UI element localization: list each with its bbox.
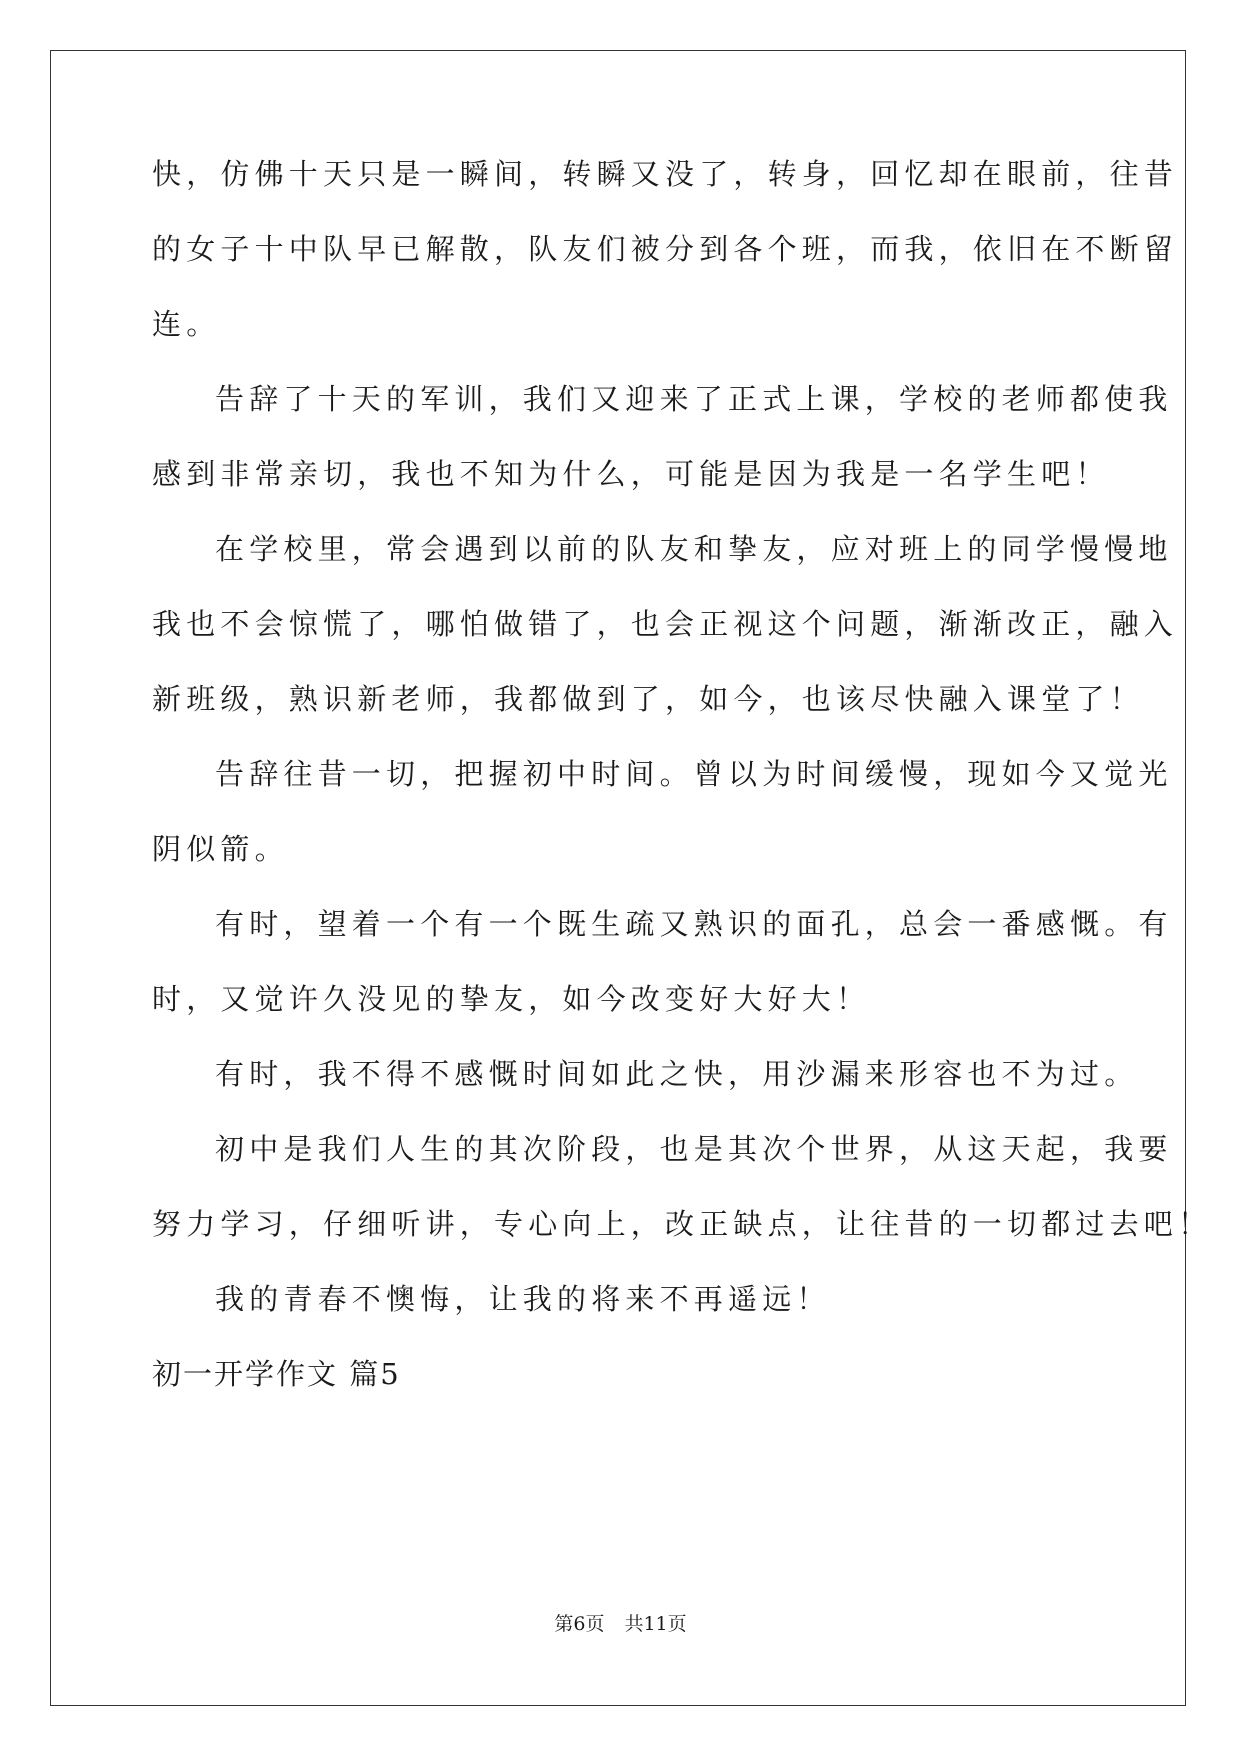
paragraph-start-line: 告辞了十天的军训，我们又迎来了正式上课，学校的老师都使我 <box>215 382 1173 416</box>
text-line: 阴似箭。 <box>152 832 289 866</box>
text-line: 新班级，熟识新老师，我都做到了，如今，也该尽快融入课堂了！ <box>152 682 1144 716</box>
page-number-current: 第6页 <box>554 1613 605 1635</box>
section-heading: 初一开学作文 篇5 <box>152 1357 401 1391</box>
text-line: 努力学习，仔细听讲，专心向上，改正缺点，让往昔的一切都过去吧！ <box>152 1207 1213 1241</box>
paragraph-start-line: 有时，望着一个有一个既生疏又熟识的面孔，总会一番感慨。有 <box>215 907 1173 941</box>
text-line: 感到非常亲切，我也不知为什么，可能是因为我是一名学生吧！ <box>152 457 1110 491</box>
text-line: 时，又觉许久没见的挚友，如今改变好大好大！ <box>152 982 871 1016</box>
page-number-total: 共11页 <box>624 1613 687 1635</box>
text-line: 快，仿佛十天只是一瞬间，转瞬又没了，转身，回忆却在眼前，往昔 <box>152 157 1179 191</box>
paragraph-start-line: 告辞往昔一切，把握初中时间。曾以为时间缓慢，现如今又觉光 <box>215 757 1173 791</box>
text-line: 的女子十中队早已解散，队友们被分到各个班，而我，依旧在不断留 <box>152 232 1179 266</box>
page-border <box>50 50 1186 1706</box>
paragraph-start-line: 我的青春不懊悔，让我的将来不再遥远！ <box>215 1282 831 1316</box>
text-line: 我也不会惊慌了，哪怕做错了，也会正视这个问题，渐渐改正，融入 <box>152 607 1179 641</box>
paragraph-start-line: 初中是我们人生的其次阶段，也是其次个世界，从这天起，我要 <box>215 1132 1173 1166</box>
text-line: 连。 <box>152 307 221 341</box>
paragraph-start-line: 有时，我不得不感慨时间如此之快，用沙漏来形容也不为过。 <box>215 1057 1139 1091</box>
page-footer <box>0 1612 1241 1636</box>
paragraph-start-line: 在学校里，常会遇到以前的队友和挚友，应对班上的同学慢慢地 <box>215 532 1173 566</box>
